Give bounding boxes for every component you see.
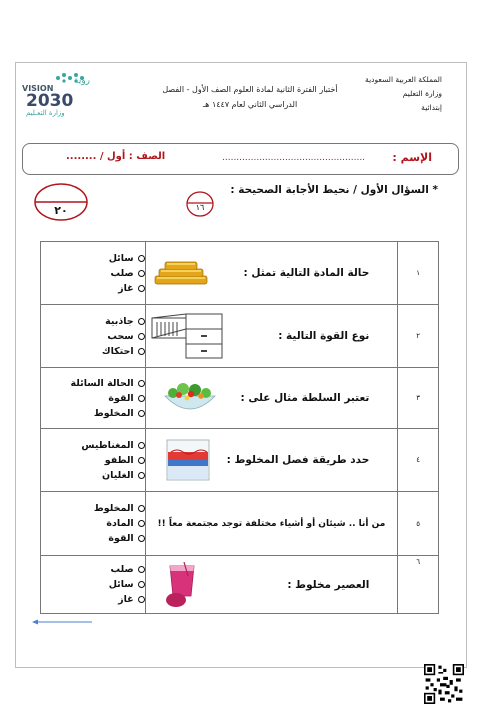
option[interactable] [41,266,145,281]
option-label: القوة [108,392,134,404]
question-cell [145,368,398,429]
exam-title: أختبار الفترة الثانية لمادة العلوم الصف الأول - الفصل [162,85,338,94]
question-text: من أنا .. شيئان أو أشياء مختلفة توجد مجتمعة معاً !! [157,518,386,529]
option-label: صلب [110,564,134,575]
option-label: المخلوط [93,407,134,419]
radio-circle-icon [138,520,145,527]
logo-ministry: وزارة التعـليم [26,109,65,117]
option[interactable] [41,438,145,453]
question-number: ١ [398,242,439,305]
juice-glass-icon [164,562,200,608]
option[interactable] [41,592,145,607]
option[interactable] [41,376,145,391]
section-score: ١٦ [195,203,205,212]
option-label: المغناطيس [81,439,134,451]
question-cell [145,242,398,305]
option-label: صلب [110,267,134,279]
option[interactable] [41,501,145,516]
radio-circle-icon [138,318,145,325]
option-label: الغليان [102,469,134,481]
section-score-circle [185,190,215,218]
question-text: حالة المادة التالية تمثل : [243,267,370,279]
exam-term: الدراسي الثاني لعام ١٤٤٧ هـ [202,100,298,109]
radio-circle-icon [138,348,145,355]
option[interactable] [41,391,145,406]
radio-circle-icon [138,255,145,262]
gold-bars-icon [151,256,213,290]
total-score: ٢٠ [54,204,68,217]
options-cell [41,368,146,429]
option[interactable] [41,516,145,531]
option[interactable] [41,577,145,592]
option-label: سائل [108,252,134,264]
questions-table [40,241,439,614]
question-row [41,368,439,429]
radio-circle-icon [138,472,145,479]
question-cell [145,556,398,614]
radio-circle-icon [138,410,145,417]
options-cell [41,242,146,305]
options-cell [41,492,146,556]
section-title: * السؤال الأول / نحيط الأجابة الصحيحة : [230,184,438,196]
option[interactable] [41,406,145,421]
options-cell [41,429,146,492]
radio-circle-icon [138,270,145,277]
radio-circle-icon [138,596,145,603]
question-number: ٢ [398,305,439,368]
header-right [365,73,442,115]
header-kingdom: المملكة العربية السعودية [365,75,442,84]
option-label: الحالة السائلة [70,377,134,389]
option-label: احتكاك [101,345,134,357]
option[interactable] [41,468,145,483]
radio-circle-icon [138,581,145,588]
salad-bowl-icon [161,378,219,418]
option-label: المخلوط [93,503,134,514]
options-cell [41,556,146,614]
option-label: جاذبية [105,315,134,327]
vision-2030-logo [22,70,120,116]
name-field[interactable]: .................................................. [222,153,366,163]
total-score-circle [33,182,89,222]
question-row [41,242,439,305]
question-text: نوع القوة التالية : [278,330,370,342]
option[interactable] [41,251,145,266]
question-cell [145,429,398,492]
option[interactable] [41,281,145,296]
question-row [41,429,439,492]
header-center [130,82,370,112]
radio-circle-icon [138,457,145,464]
header-school: إبتدائية [421,103,442,112]
option[interactable] [41,344,145,359]
radio-circle-icon [138,442,145,449]
radio-circle-icon [138,535,145,542]
logo-ruya: رؤية [74,76,91,86]
header-ministry: وزارة التعليم [402,89,442,98]
question-row [41,305,439,368]
class-field[interactable]: الصف : أول / ........ [66,151,166,162]
options-cell [41,305,146,368]
logo-vision: VISION [22,84,54,93]
radio-circle-icon [138,395,145,402]
radio-circle-icon [138,285,145,292]
question-row [41,556,439,614]
drawer-cabinet-icon [146,312,226,360]
question-cell [145,305,398,368]
radio-circle-icon [138,333,145,340]
arrow-left-icon [32,619,92,625]
question-number: ٤ [398,429,439,492]
question-row [41,492,439,556]
question-number: ٦ [398,556,439,614]
question-number: ٥ [398,492,439,556]
question-cell [145,492,398,556]
option-label: سائل [108,579,134,590]
option-label: غاز [118,282,134,294]
option-label: الطفو [104,454,134,466]
radio-circle-icon [138,566,145,573]
layered-jar-icon [161,438,215,482]
option-label: سحب [107,330,134,342]
option[interactable] [41,562,145,577]
option[interactable] [41,329,145,344]
question-text: العصير مخلوط : [287,578,370,591]
option-label: القوة [108,533,134,544]
option[interactable] [41,453,145,468]
question-number: ٣ [398,368,439,429]
qr-code-icon [424,664,464,704]
logo-year: 2030 [26,91,74,111]
option-label: المادة [106,518,134,529]
radio-circle-icon [138,380,145,387]
question-text: حدد طريقة فصل المخلوط : [226,454,370,466]
question-text: تعتبر السلطة مثال على : [240,392,370,404]
radio-circle-icon [138,505,145,512]
option[interactable] [41,531,145,546]
option[interactable] [41,314,145,329]
option-label: غاز [118,594,134,605]
name-label: الإسم : [392,151,432,164]
